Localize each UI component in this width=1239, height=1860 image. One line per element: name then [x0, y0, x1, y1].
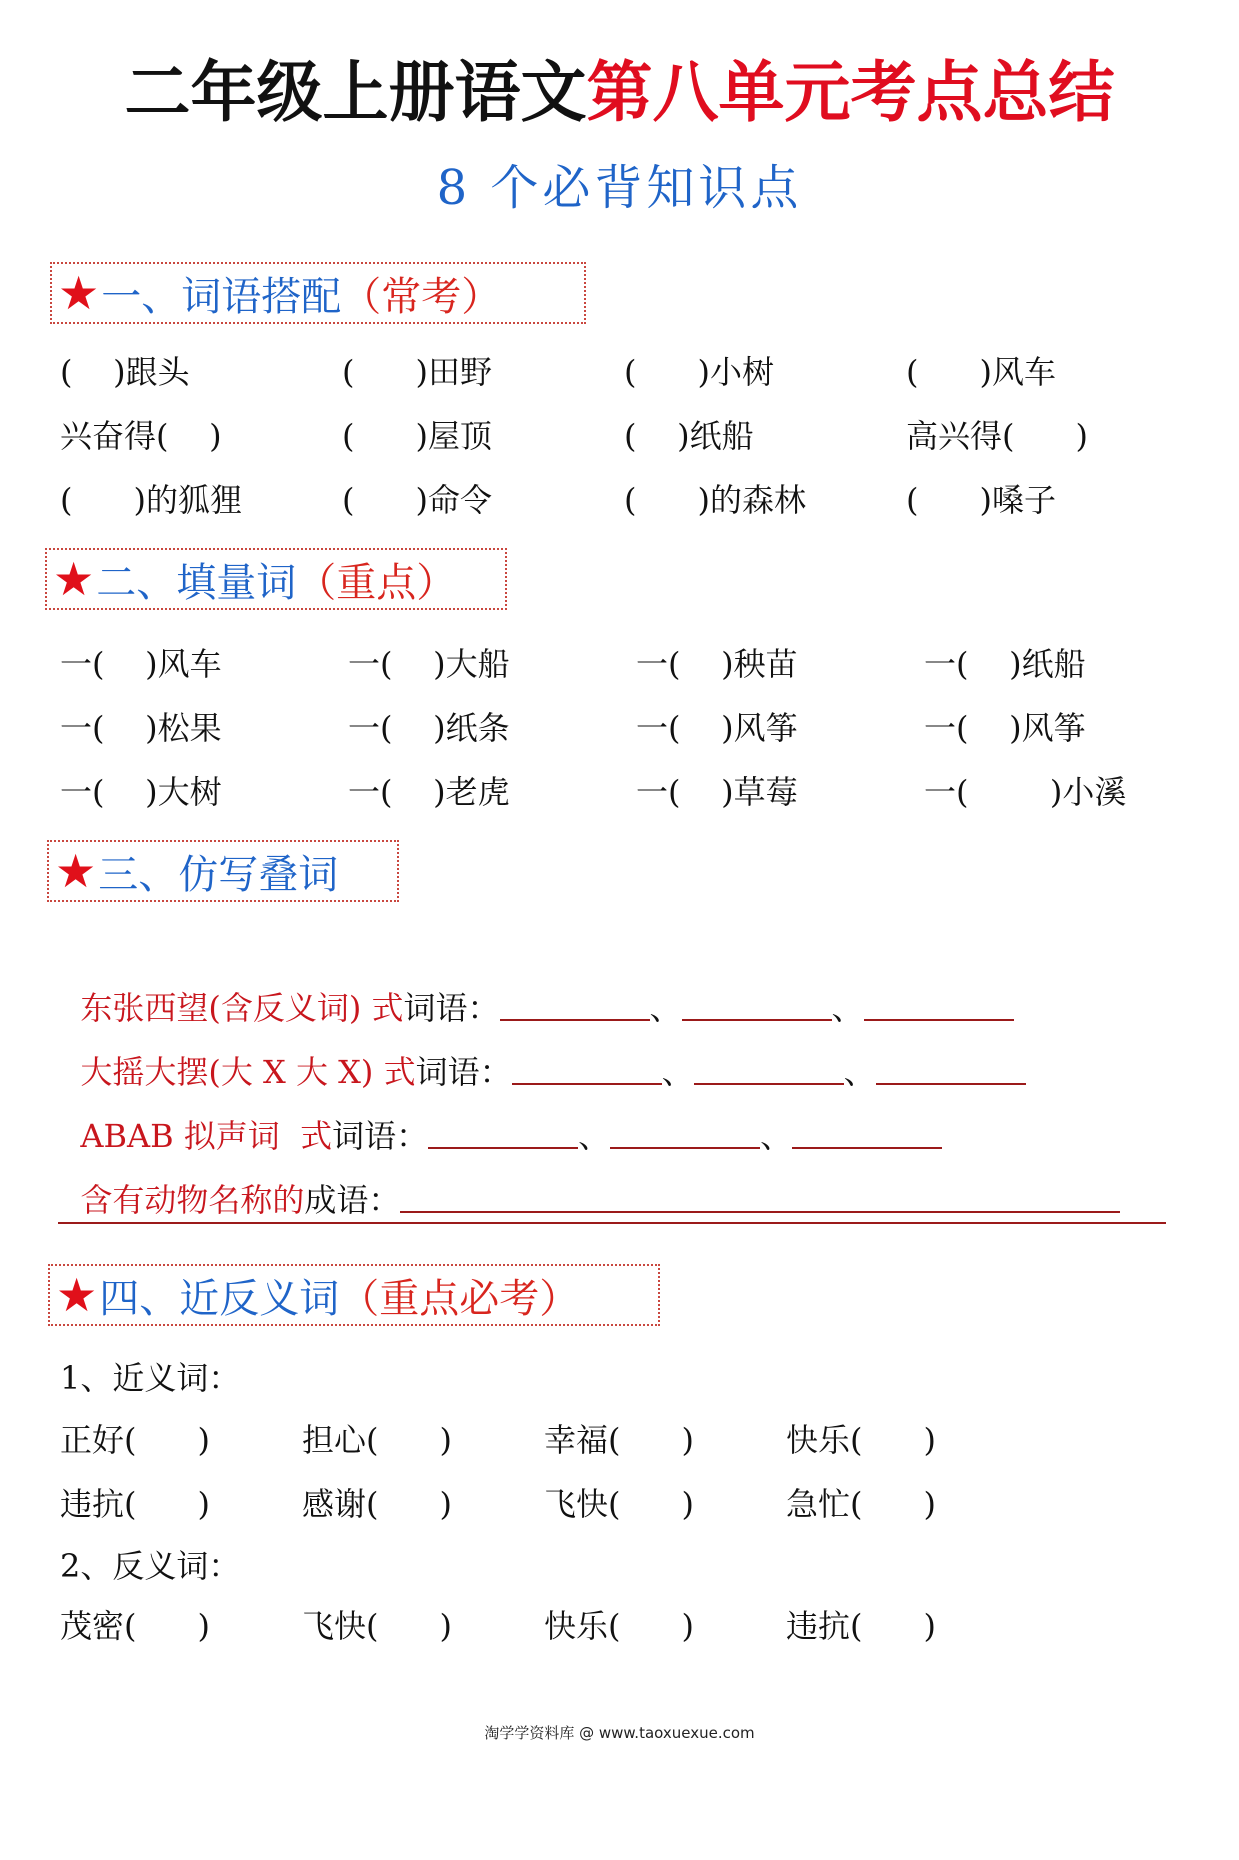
- s2-item: 一( )风车: [60, 645, 222, 683]
- synonym-label: 1、近义词：: [60, 1359, 241, 1397]
- synonym-item: 飞快( ): [544, 1485, 695, 1523]
- s1-item: ( )风车: [906, 353, 1057, 391]
- separator: 、: [578, 1117, 611, 1155]
- s1-row-2: [60, 410, 1180, 462]
- title-part2: 第八单元考点总结: [586, 54, 1115, 131]
- s2-item: 一( )纸船: [924, 645, 1086, 683]
- s2-item: 一( )风筝: [636, 709, 798, 747]
- separator: 、: [760, 1117, 793, 1155]
- s1-item: ( )的森林: [624, 481, 807, 519]
- s1-item: ( )嗓子: [906, 481, 1057, 519]
- s1-item: 高兴得( ): [906, 417, 1089, 455]
- s1-item: ( )田野: [342, 353, 493, 391]
- answer-line[interactable]: [58, 1222, 1166, 1224]
- s3-item-red: ABAB 拟声词 式: [80, 1117, 333, 1155]
- section-3-heading: [47, 840, 399, 902]
- s3-item-1: [60, 930, 1014, 1027]
- antonym-row-1: [60, 1600, 1060, 1652]
- s3-item-label: 词语：: [403, 989, 500, 1027]
- s2-row-1: [60, 638, 1180, 690]
- s1-row-1: [60, 346, 1180, 398]
- antonym-item: 快乐( ): [544, 1607, 695, 1645]
- synonym-row-1: [60, 1414, 1060, 1466]
- section-1-label: 一、词语搭配: [101, 273, 342, 320]
- synonym-item: 正好( ): [60, 1421, 211, 1459]
- s1-item: ( )命令: [342, 481, 493, 519]
- s3-item-3: [60, 1058, 942, 1155]
- section-4-tag: （重点必考）: [339, 1275, 580, 1322]
- s3-item-red: 含有动物名称的: [80, 1181, 305, 1219]
- synonym-row-2: [60, 1478, 1060, 1530]
- s2-item: 一( )秧苗: [636, 645, 798, 683]
- antonym-item: 飞快( ): [302, 1607, 453, 1645]
- s1-item: ( )纸船: [624, 417, 754, 455]
- synonym-item: 快乐( ): [786, 1421, 937, 1459]
- page-subtitle: 8 个必背知识点: [436, 160, 803, 216]
- s1-row-3: [60, 474, 1180, 526]
- s2-row-3: [60, 766, 1180, 818]
- s2-item: 一( )松果: [60, 709, 222, 747]
- page-title: [0, 48, 1239, 138]
- antonym-item: 违抗( ): [786, 1607, 937, 1645]
- answer-blank[interactable]: [400, 1183, 1120, 1213]
- s3-item-2: [60, 994, 1026, 1091]
- section-1-heading: [50, 262, 586, 324]
- s1-item: 兴奋得( ): [60, 417, 222, 455]
- s1-item: ( )屋顶: [342, 417, 493, 455]
- synonym-item: 幸福( ): [544, 1421, 695, 1459]
- antonym-item: 茂密( ): [60, 1607, 211, 1645]
- section-4-label: 四、近反义词: [99, 1275, 340, 1322]
- s2-row-2: [60, 702, 1180, 754]
- section-3-label: 三、仿写叠词: [98, 851, 339, 898]
- s1-item: ( )的狐狸: [60, 481, 243, 519]
- s2-item: 一( )大树: [60, 773, 222, 811]
- separator: 、: [843, 1053, 876, 1091]
- s2-item: 一( )纸条: [348, 709, 510, 747]
- s2-item: 一( )草莓: [636, 773, 798, 811]
- section-2-label: 二、填量词: [96, 559, 297, 606]
- star-icon: ★: [53, 552, 95, 606]
- section-1-tag: （常考）: [341, 273, 502, 320]
- s2-item: 一( )老虎: [348, 773, 510, 811]
- title-part1: 二年级上册语文: [124, 54, 587, 131]
- star-icon: ★: [56, 1268, 98, 1322]
- star-icon: ★: [58, 266, 100, 320]
- s3-item-red: 东张西望(含反义词) 式: [80, 989, 404, 1027]
- s1-item: ( )小树: [624, 353, 775, 391]
- synonym-item: 担心( ): [302, 1421, 453, 1459]
- synonym-item: 违抗( ): [60, 1485, 211, 1523]
- separator: 、: [831, 989, 864, 1027]
- section-2-tag: （重点）: [296, 559, 457, 606]
- footer-watermark: 淘学学资料库 @ www.taoxuexue.com: [484, 1724, 755, 1742]
- antonym-label: 2、反义词：: [60, 1547, 241, 1585]
- separator: 、: [661, 1053, 694, 1091]
- synonym-item: 感谢( ): [302, 1485, 453, 1523]
- star-icon: ★: [55, 844, 97, 898]
- s3-item-4: [60, 1122, 1120, 1219]
- s2-item: 一( )大船: [348, 645, 510, 683]
- s2-item: 一( )风筝: [924, 709, 1086, 747]
- s1-item: ( )跟头: [60, 353, 190, 391]
- s3-item-red: 大摇大摆(大 X 大 X) 式: [80, 1053, 416, 1091]
- section-2-heading: [45, 548, 507, 610]
- section-4-heading: [48, 1264, 660, 1326]
- s3-item-label: 成语：: [304, 1181, 401, 1219]
- synonym-item: 急忙( ): [786, 1485, 937, 1523]
- s2-item: 一( )小溪: [924, 773, 1127, 811]
- s3-item-label: 词语：: [332, 1117, 429, 1155]
- separator: 、: [649, 989, 682, 1027]
- s3-item-label: 词语：: [415, 1053, 512, 1091]
